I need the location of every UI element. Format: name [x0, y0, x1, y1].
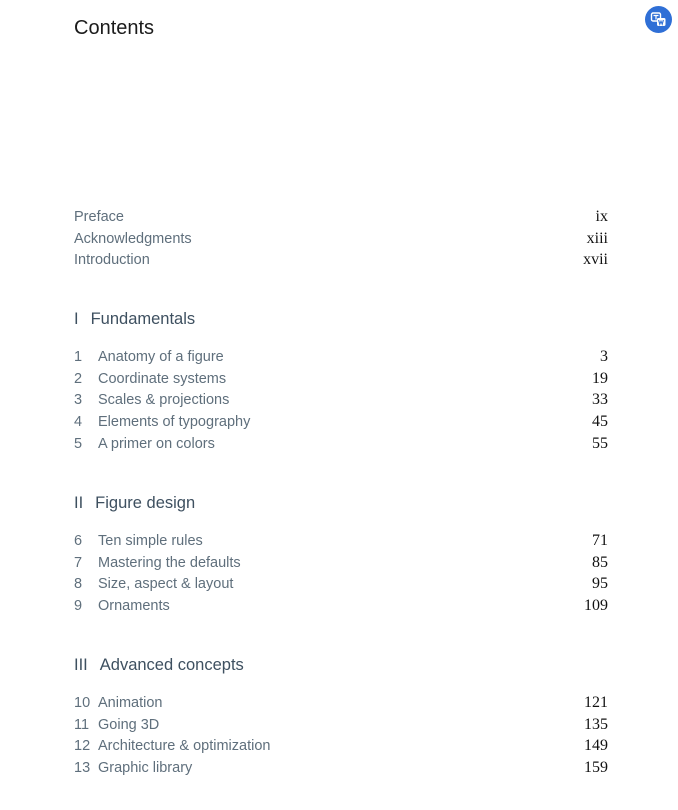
chapter-number: 1 — [74, 349, 83, 365]
chapter-number: 10 — [74, 695, 91, 711]
toc-chapter-row[interactable] — [74, 757, 608, 779]
chapter-title: Scales & projections — [98, 392, 230, 408]
toc-entry-label: Introduction — [74, 252, 150, 268]
page-title: Contents — [74, 17, 155, 39]
chapter-number: 3 — [74, 392, 83, 408]
toc-entry-preface[interactable] — [74, 206, 608, 228]
toc-entry-page: xvii — [583, 251, 608, 268]
chapter-page: 109 — [584, 597, 608, 614]
chapter-page: 19 — [592, 370, 608, 387]
translate-button[interactable] — [645, 6, 672, 33]
chapter-number: 4 — [74, 414, 83, 430]
chapter-page: 71 — [592, 532, 608, 549]
chapter-number: 13 — [74, 760, 91, 776]
chapter-title: Ten simple rules — [98, 533, 203, 549]
chapter-number: 6 — [74, 533, 83, 549]
chapter-title: Animation — [98, 695, 163, 711]
toc-entry-label: Acknowledgments — [74, 231, 192, 247]
translate-icon — [650, 11, 667, 28]
chapter-number: 5 — [74, 436, 83, 452]
chapter-title: Going 3D — [98, 717, 160, 733]
chapter-title: Coordinate systems — [98, 371, 227, 387]
chapter-page: 45 — [592, 413, 608, 430]
toc-entry-page: xiii — [586, 230, 608, 247]
toc-chapter-row[interactable] — [74, 552, 608, 574]
chapter-page: 159 — [584, 759, 608, 776]
chapter-number: 8 — [74, 576, 83, 592]
toc-entry-label: Preface — [74, 209, 124, 225]
part-heading-2[interactable] — [74, 491, 195, 515]
toc-chapter-row[interactable] — [74, 573, 608, 595]
toc-chapter-row[interactable] — [74, 530, 608, 552]
toc-chapter-row[interactable] — [74, 433, 608, 455]
toc-chapter-row[interactable] — [74, 714, 608, 736]
chapter-page: 55 — [592, 435, 608, 452]
chapter-page: 33 — [592, 391, 608, 408]
chapter-number: 7 — [74, 555, 83, 571]
toc-chapter-row[interactable] — [74, 692, 608, 714]
chapter-title: Architecture & optimization — [98, 738, 271, 754]
toc-entry-acknowledgments[interactable] — [74, 228, 608, 250]
chapter-page: 135 — [584, 716, 608, 733]
part-heading-3[interactable] — [74, 653, 244, 677]
part-numeral: II — [74, 494, 84, 512]
part-heading-1[interactable] — [74, 307, 195, 331]
chapter-page: 95 — [592, 575, 608, 592]
toc-chapter-row[interactable] — [74, 735, 608, 757]
chapter-number: 2 — [74, 371, 83, 387]
chapter-number: 12 — [74, 738, 91, 754]
part-title: Fundamentals — [90, 310, 196, 328]
chapter-title: Mastering the defaults — [98, 555, 241, 571]
toc-chapter-row[interactable] — [74, 595, 608, 617]
toc-chapter-row[interactable] — [74, 389, 608, 411]
part-title: Figure design — [95, 494, 196, 512]
part-numeral: I — [74, 310, 79, 328]
chapter-number: 9 — [74, 598, 83, 614]
part-title: Advanced concepts — [99, 656, 244, 674]
chapter-page: 121 — [584, 694, 608, 711]
chapter-number: 11 — [74, 717, 90, 733]
chapter-title: Graphic library — [98, 760, 193, 776]
toc-chapter-row[interactable] — [74, 368, 608, 390]
toc-entry-introduction[interactable] — [74, 249, 608, 271]
chapter-title: A primer on colors — [98, 436, 215, 452]
toc-entry-page: ix — [595, 208, 608, 225]
chapter-title: Anatomy of a figure — [98, 349, 224, 365]
chapter-title: Ornaments — [98, 598, 170, 614]
chapter-page: 3 — [600, 348, 608, 365]
part-numeral: III — [74, 656, 88, 674]
chapter-page: 85 — [592, 554, 608, 571]
toc-chapter-row[interactable] — [74, 411, 608, 433]
toc-chapter-row[interactable] — [74, 346, 608, 368]
chapter-title: Size, aspect & layout — [98, 576, 234, 592]
chapter-title: Elements of typography — [98, 414, 251, 430]
chapter-page: 149 — [584, 737, 608, 754]
